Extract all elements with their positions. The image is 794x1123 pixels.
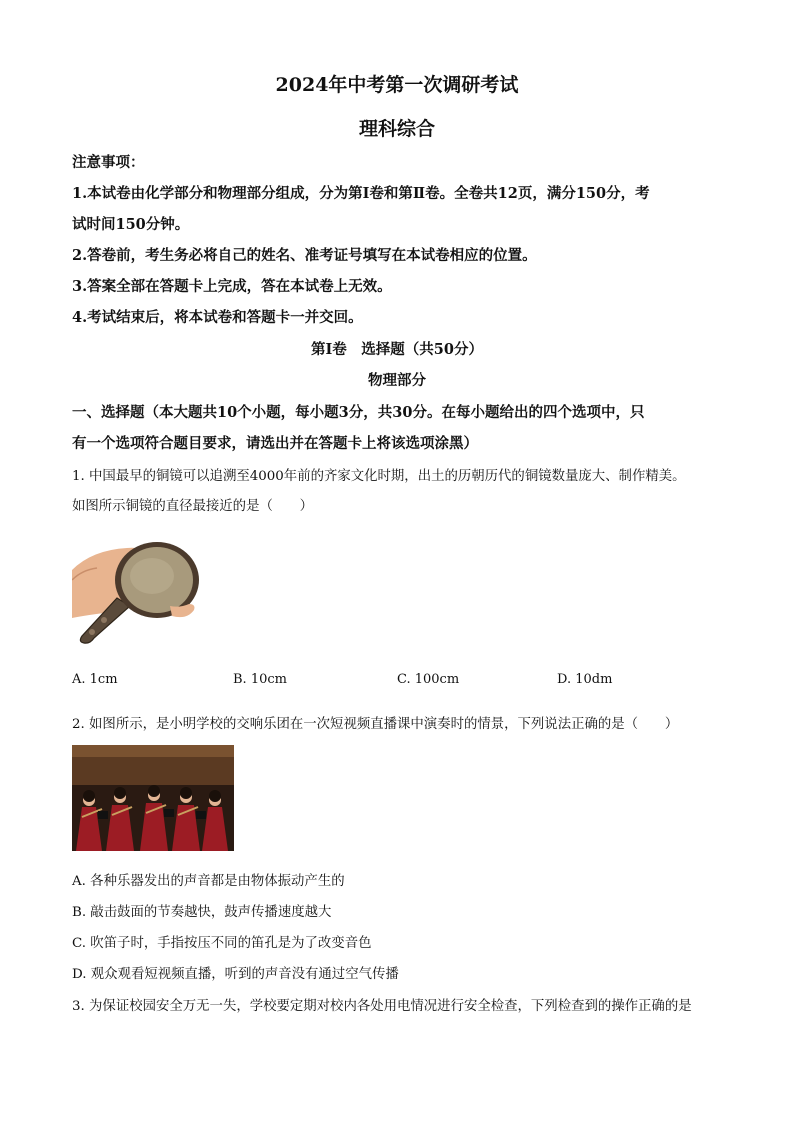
bronze-mirror-image [72, 540, 202, 646]
part-heading: 物理部分 [368, 372, 426, 389]
note-item: 3.答案全部在答题卡上完成，答在本试卷上无效。 [72, 278, 392, 295]
exam-subject: 理科综合 [358, 118, 435, 140]
question-2-option-b: B. 敲击鼓面的节奏越快，鼓声传播速度越大 [72, 905, 332, 920]
notes-heading: 注意事项： [72, 154, 145, 171]
orchestra-image [72, 745, 234, 851]
note-item: 2.答卷前，考生务必将自己的姓名、准考证号填写在本试卷相应的位置。 [72, 247, 537, 264]
exam-title: 2024年中考第一次调研考试 [275, 74, 519, 96]
question-2-option-d: D. 观众观看短视频直播，听到的声音没有通过空气传播 [72, 967, 399, 982]
question-1-option-b: B. 10cm [233, 672, 287, 687]
question-2-text: 2. 如图所示，是小明学校的交响乐团在一次短视频直播课中演奏时的情景，下列说法正确的是（ ） [72, 717, 679, 732]
question-2-option-a: A. 各种乐器发出的声音都是由物体振动产生的 [72, 874, 345, 889]
note-item: 4.考试结束后，将本试卷和答题卡一并交回。 [72, 309, 363, 326]
question-1-option-d: D. 10dm [557, 672, 613, 687]
volume-heading: 第Ⅰ卷 选择题（共50分） [311, 341, 483, 358]
section-instructions: 一、选择题（本大题共10个小题，每小题3分，共30分。在每小题给出的四个选项中，只 [72, 404, 645, 421]
question-3-text: 3. 为保证校园安全万无一失，学校要定期对校内各处用电情况进行安全检查，下列检查到的操作正确的是 [72, 999, 692, 1014]
section-instructions: 有一个选项符合题目要求，请选出并在答题卡上将该选项涂黑） [72, 435, 478, 452]
note-item: 试时间150分钟。 [72, 216, 190, 233]
question-2-option-c: C. 吹笛子时，手指按压不同的笛孔是为了改变音色 [72, 936, 372, 951]
note-item: 1.本试卷由化学部分和物理部分组成，分为第Ⅰ卷和第Ⅱ卷。全卷共12页，满分150分，考 [72, 185, 650, 202]
question-1-option-a: A. 1cm [72, 672, 118, 687]
question-1-text: 如图所示铜镜的直径最接近的是（ ） [72, 499, 314, 514]
question-1-text: 1. 中国最早的铜镜可以追溯至4000年前的齐家文化时期，出土的历朝历代的铜镜数量庞大、制作精美。 [72, 469, 686, 484]
question-1-option-c: C. 100cm [397, 672, 460, 687]
